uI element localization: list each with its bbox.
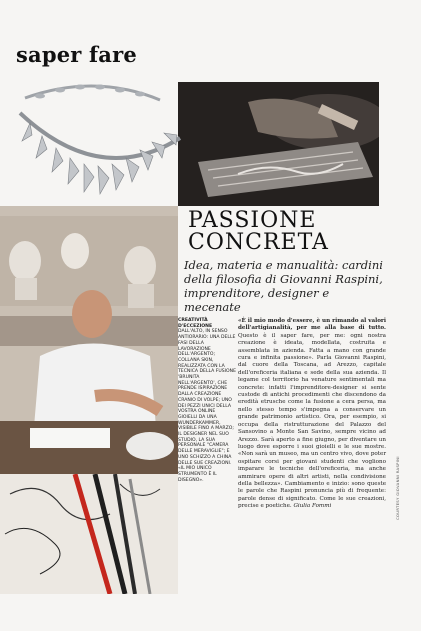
headline-line-1: PASSIONE xyxy=(188,208,317,233)
silver-leaf-necklace-icon xyxy=(0,78,190,228)
headline xyxy=(188,210,388,254)
deck-subtitle: Idea, materia e manualità: cardini della filosofia di Giovanni Raspini, imprenditore, designer e mecenate xyxy=(184,258,383,314)
photo-sketches xyxy=(0,474,178,594)
article-body xyxy=(238,318,386,511)
photo-designer-studio xyxy=(0,206,178,474)
article-text: Questo è il saper fare, per me: ogni nostra creazione è ideata, modellata, costruita e assemblata in azienda. Fatta a mano con grande cura e infinita passione». Parla Giovanni Raspini, dal cuore della Toscana, ad Arezzo, capitale dell'oreficeria italiana e sede della sua azienda. Il legame col territorio ha venature sentimentali ma concrete: infatti l'imprenditore-designer si sente custode di antichi procedimenti che discendono da eredità etrusche come la fusione a cera persa, ma nello stesso tempo s'impegna a conservare un grande patrimonio artistico. Ora, per esempio, si occupa della ristrutturazione del Palazzo del Sansovino a Monte San Savino, sempre vicino ad Arezzo. Sarà aperto a fine giugno, per diventare un luogo dove esporre i suoi gioielli e le sue mostre. «Non sarà un museo, ma un centro vivo, dove poter ospitare corsi per giovani studenti che vogliono imparare le tecniche dell'oreficeria, ma anche ammirare opere di altri artisti, nella condivisione della bellezza». Cambiamento e inizio: sono queste le parole che Raspini pronuncia più di frequente: parole dense di significato. Come le sue creazioni, precise e poetiche. xyxy=(238,332,386,510)
designer-illustration-icon xyxy=(0,206,178,474)
photo-credit: COURTESY GIOVANNI RASPINI xyxy=(395,456,400,520)
article-author: Giulia Fommi xyxy=(293,503,332,510)
crafting-illustration-icon xyxy=(178,82,379,206)
sketch-illustration-icon xyxy=(0,474,178,594)
photo-caption xyxy=(178,318,236,483)
caption-text: DALL'ALTO, IN SENSO ANTIORARIO: UNA DELLE FASI DELLA LAVORAZIONE DELL'ARGENTO; COLLANA SKIN, REALIZZATA CON LA TECNICA DELLA FUSIONE 'BRUNITA NELL'ARGENTO', CHE PRENDE ISPIRAZIONE DALLA CREAZIONE CRANIO DI VOLPE; UNO DEI PEZZI UNICI DELLA VOSTRA ONLINE GIOIELLI DA UNA WUNDERKAMMER, VISIBILE FINO A MARZO; IL DESIGNER NEL SUO STUDIO, LA SUA PERSONALE "CAMERA DELLE MERAVIGLIE"; E UNO SCHIZZO A CHINA DELLE SUE CREAZIONI. «IL MIO UNICO STRUMENTO È IL DISEGNO». xyxy=(178,329,237,483)
section-title: saper fare xyxy=(16,42,137,67)
article-lead: «È il mio modo d'essere, è un rimando al valori dell'artigianalità, per me alla base di tutto. xyxy=(238,318,386,332)
headline-line-2: CONCRETA xyxy=(188,230,329,255)
photo-silver-crafting xyxy=(178,82,379,206)
caption-heading: CREATIVITÀ D'ECCEZIONE xyxy=(178,318,213,329)
